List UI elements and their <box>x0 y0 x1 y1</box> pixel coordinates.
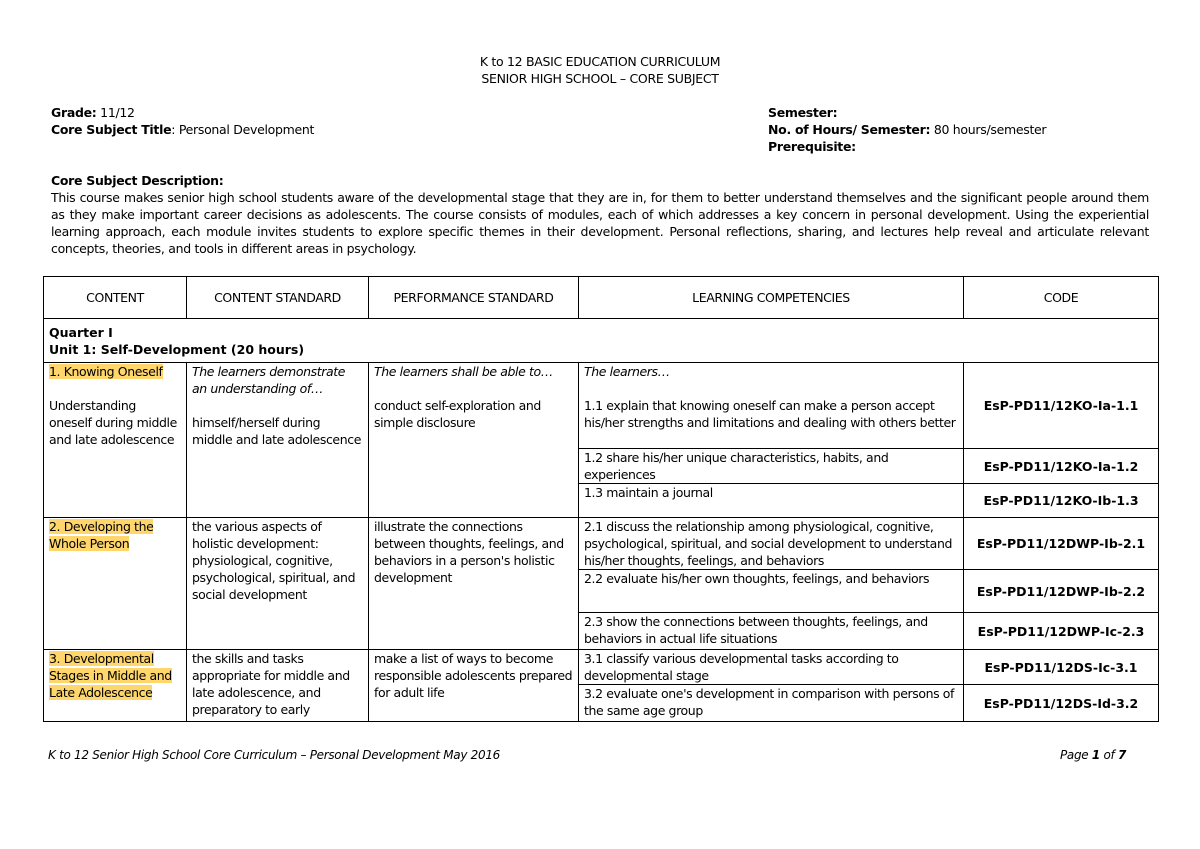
content-standard-cell: the various aspects of holistic development: physiological, cognitive, psychological, spiritual, and social development <box>187 518 369 650</box>
competency-text: 1.1 explain that knowing oneself can make a person accept his/her strengths and limitations and dealing with others better <box>584 398 956 430</box>
semester-line <box>768 104 1046 121</box>
header-learning-competencies: LEARNING COMPETENCIES <box>579 277 964 319</box>
quarter-label: Quarter I <box>49 325 113 340</box>
performance-standard-text: conduct self-exploration and simple disclosure <box>374 398 541 430</box>
header-performance-standard: PERFORMANCE STANDARD <box>369 277 579 319</box>
code-cell: EsP-PD11/12KO-Ia-1.1 <box>964 363 1159 449</box>
content-cell <box>44 518 187 650</box>
header-content: CONTENT <box>44 277 187 319</box>
semester-label: Semester: <box>768 105 838 120</box>
competency-cell <box>579 363 964 449</box>
hours-value: 80 hours/semester <box>933 122 1047 137</box>
code-cell: EsP-PD11/12KO-Ia-1.2 <box>964 449 1159 484</box>
hours-label: No. of Hours/ Semester: <box>768 122 931 137</box>
current-page: 1 <box>1091 748 1100 762</box>
performance-standard-cell: illustrate the connections between thoughts, feelings, and behaviors in a person's holistic development <box>369 518 579 650</box>
code-cell: EsP-PD11/12DS-Id-3.2 <box>964 685 1159 722</box>
content-standard-cell: the skills and tasks appropriate for middle and late adolescence, and preparatory to early <box>187 650 369 722</box>
curriculum-table <box>43 276 1159 722</box>
competency-cell: 2.3 show the connections between thoughts, feelings, and behaviors in actual life situations <box>579 613 964 650</box>
competency-cell: 2.1 discuss the relationship among physiological, cognitive, psychological, spiritual, and social development to understand his/her thoughts, feelings, and behaviors <box>579 518 964 570</box>
code-cell: EsP-PD11/12DWP-Ib-2.1 <box>964 518 1159 570</box>
footer-page-number: Page 1 of 7 <box>1060 748 1127 762</box>
competency-cell: 3.1 classify various developmental tasks according to developmental stage <box>579 650 964 685</box>
content-description: Understanding oneself during middle and late adolescence <box>49 398 177 447</box>
table-header-row <box>44 277 1159 319</box>
code-cell: EsP-PD11/12DWP-Ic-2.3 <box>964 613 1159 650</box>
header-content-standard: CONTENT STANDARD <box>187 277 369 319</box>
quarter-row <box>44 319 1159 363</box>
competency-cell: 1.3 maintain a journal <box>579 484 964 518</box>
hours-line <box>768 121 1046 138</box>
content-standard-intro: The learners demonstrate an understanding of… <box>192 364 345 396</box>
subject-title-label: Core Subject Title <box>51 122 172 137</box>
competency-cell: 1.2 share his/her unique characteristics, habits, and experiences <box>579 449 964 484</box>
code-cell: EsP-PD11/12DS-Ic-3.1 <box>964 650 1159 685</box>
code-cell: EsP-PD11/12KO-Ib-1.3 <box>964 484 1159 518</box>
competency-cell: 2.2 evaluate his/her own thoughts, feelings, and behaviors <box>579 570 964 613</box>
performance-standard-cell <box>369 363 579 518</box>
description-title: Core Subject Description: <box>51 173 224 188</box>
unit-label: Unit 1: Self-Development (20 hours) <box>49 342 305 357</box>
grade-label: Grade: <box>51 105 97 120</box>
grade-line <box>51 104 314 121</box>
competency-intro: The learners… <box>584 364 670 379</box>
grade-value: 11/12 <box>100 105 135 120</box>
header-code: CODE <box>964 277 1159 319</box>
title-line <box>51 121 314 138</box>
prerequisite-line <box>768 138 1046 155</box>
subject-meta-left <box>51 104 314 138</box>
subject-description <box>51 172 1149 257</box>
content-title: 3. Developmental Stages in Middle and Late Adolescence <box>49 651 172 700</box>
prerequisite-label: Prerequisite: <box>768 139 856 154</box>
subject-title-value: : Personal Development <box>171 122 315 137</box>
footer-document-title: K to 12 Senior High School Core Curriculum – Personal Development May 2016 <box>48 748 501 762</box>
content-standard-cell <box>187 363 369 518</box>
performance-standard-intro: The learners shall be able to… <box>374 364 553 379</box>
curriculum-title: K to 12 BASIC EDUCATION CURRICULUM <box>479 54 721 69</box>
content-title: 2. Developing the Whole Person <box>49 519 154 551</box>
performance-standard-cell: make a list of ways to become responsible adolescents prepared for adult life <box>369 650 579 722</box>
quarter-cell <box>44 319 1159 363</box>
document-header <box>0 53 1200 87</box>
content-cell <box>44 363 187 518</box>
subject-meta-right <box>768 104 1046 155</box>
description-body: This course makes senior high school students aware of the developmental stage that they are in, for them to better understand themselves and the significant people around them as they make important career decisions as adolescents. The course consists of modules, each of which addresses a key concern in personal development. Using the experiential learning approach, each module invites students to explore specific themes in their development. Personal reflections, sharing, and lectures help reveal and articulate relevant concepts, theories, and tools in different areas in psychology. <box>51 190 1149 256</box>
competency-cell: 3.2 evaluate one's development in comparison with persons of the same age group <box>579 685 964 722</box>
content-cell <box>44 650 187 722</box>
table-row <box>44 518 1159 570</box>
content-title: 1. Knowing Oneself <box>49 364 163 379</box>
curriculum-subtitle: SENIOR HIGH SCHOOL – CORE SUBJECT <box>481 71 719 86</box>
table-row <box>44 363 1159 449</box>
code-cell: EsP-PD11/12DWP-Ib-2.2 <box>964 570 1159 613</box>
table-row <box>44 650 1159 685</box>
content-standard-text: himself/herself during middle and late adolescence <box>192 415 362 447</box>
total-pages: 7 <box>1117 748 1127 762</box>
